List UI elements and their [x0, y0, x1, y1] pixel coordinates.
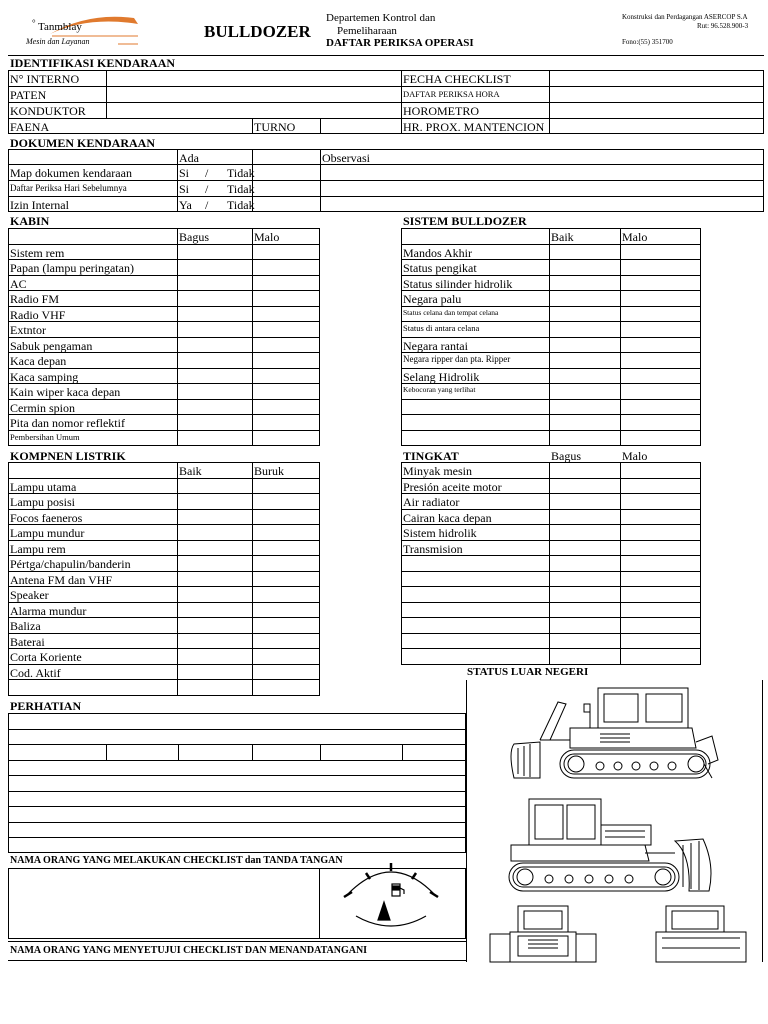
approved-by-label: NAMA ORANG YANG MENYETUJUI CHECKLIST DAN MENANDATANGANI [10, 945, 368, 956]
company-name: Konstruksi dan Perdagangan ASERCOP S.A [622, 13, 748, 21]
identification-title: IDENTIFIKASI KENDARAAN [10, 56, 176, 70]
option-separator: / [205, 166, 209, 180]
logo-name: Tanmblay [38, 21, 82, 33]
next-maintenance-input[interactable] [550, 119, 763, 133]
bulldozer-system-good-checkbox[interactable] [550, 353, 619, 367]
fuel-gauge-icon [336, 856, 446, 930]
bulldozer-system-item-label: Status celana dan tempat celana [403, 307, 499, 317]
cabin-col-good: Bagus [179, 230, 209, 244]
checklist-time-input[interactable] [550, 87, 763, 102]
electrical-bad-checkbox[interactable] [253, 494, 319, 508]
electrical-item-label: Antena FM dan VHF [10, 572, 113, 587]
electrical-good-checkbox[interactable] [178, 603, 251, 617]
bulldozer-system-bad-checkbox[interactable] [621, 384, 700, 398]
electrical-bad-checkbox[interactable] [253, 587, 319, 601]
bulldozer-system-bad-checkbox[interactable] [621, 353, 700, 367]
field-internal-number: N° INTERNO [10, 72, 80, 86]
document-vehicle-folder: Map dokumen kendaraan [10, 166, 132, 180]
field-shift: TURNO [254, 120, 296, 134]
levels-bad-checkbox[interactable] [621, 541, 700, 555]
electrical-good-checkbox[interactable] [178, 510, 251, 524]
electrical-good-checkbox[interactable] [178, 479, 251, 493]
option-yes[interactable]: Si [179, 182, 190, 196]
cabin-col-bad: Malo [254, 230, 280, 244]
bulldozer-system-good-checkbox[interactable] [550, 369, 619, 383]
remarks-title: PERHATIAN [10, 699, 82, 713]
electrical-good-checkbox[interactable] [178, 634, 251, 648]
levels-bad-checkbox[interactable] [621, 510, 700, 524]
electrical-good-checkbox[interactable] [178, 649, 251, 663]
bulldozer-system-item-label: Selang Hidrolik [403, 369, 480, 384]
electrical-item-label: Corta Koriente [10, 650, 82, 664]
checklist-date-input[interactable] [550, 71, 763, 86]
levels-good-checkbox[interactable] [550, 463, 619, 477]
levels-good-checkbox[interactable] [550, 479, 619, 493]
documents-col-notes: Observasi [322, 151, 370, 165]
bulldozer-system-bad-checkbox[interactable] [621, 260, 700, 274]
levels-item-label: Presión aceite motor [403, 479, 502, 494]
performed-by-signature-field[interactable] [9, 869, 318, 938]
levels-item-label: Sistem hidrolik [403, 526, 477, 540]
field-hour-meter: HOROMETRO [403, 104, 480, 118]
levels-bad-checkbox[interactable] [621, 494, 700, 508]
levels-item-label: Minyak mesin [403, 464, 472, 478]
hour-meter-input[interactable] [550, 103, 763, 118]
electrical-bad-checkbox[interactable] [253, 510, 319, 524]
electrical-item-label: Baterai [10, 634, 45, 649]
levels-item-label: Transmision [403, 541, 463, 556]
cabin-bad-checkbox[interactable] [253, 322, 319, 336]
bulldozer-system-good-checkbox[interactable] [550, 260, 619, 274]
field-site: FAENA [10, 120, 50, 134]
cabin-bad-checkbox[interactable] [253, 245, 319, 259]
company-rut: Rut: 96.528.900-3 [697, 22, 749, 30]
documents-title: DOKUMEN KENDARAAN [10, 136, 155, 150]
option-yes[interactable]: Si [179, 166, 190, 180]
electrical-bad-checkbox[interactable] [253, 572, 319, 586]
document-internal-permit: Izin Internal [10, 198, 69, 212]
cabin-good-checkbox[interactable] [178, 400, 251, 414]
levels-bad-checkbox[interactable] [621, 463, 700, 477]
field-driver: KONDUKTOR [10, 104, 86, 118]
electrical-bad-checkbox[interactable] [253, 603, 319, 617]
performed-by-label: NAMA ORANG YANG MELAKUKAN CHECKLIST dan TANDA TANGAN [10, 855, 343, 866]
cabin-item-label: Pembersihan Umum [10, 431, 80, 442]
levels-good-checkbox[interactable] [550, 541, 619, 555]
bulldozer-system-bad-checkbox[interactable] [621, 307, 700, 321]
logo-mark: ° [32, 18, 36, 28]
bulldozer-system-bad-checkbox[interactable] [621, 369, 700, 383]
cabin-bad-checkbox[interactable] [253, 400, 319, 414]
bulldozer-system-bad-checkbox[interactable] [621, 338, 700, 352]
bulldozer-system-good-checkbox[interactable] [550, 322, 619, 336]
levels-bad-checkbox[interactable] [621, 479, 700, 493]
bulldozer-system-good-checkbox[interactable] [550, 384, 619, 398]
electrical-bad-checkbox[interactable] [253, 525, 319, 539]
levels-title: TINGKAT [403, 449, 459, 463]
cabin-item-label: Extntor [10, 323, 46, 337]
cabin-item-label: Sistem rem [10, 245, 65, 260]
electrical-item-label: Baliza [10, 619, 41, 633]
cabin-item-label: Papan (lampu peringatan) [10, 261, 134, 275]
company-phone: Fono:(55) 351700 [622, 38, 673, 46]
bulldozer-system-bad-checkbox[interactable] [621, 245, 700, 259]
electrical-item-label: Alarma mundur [10, 603, 87, 618]
bulldozer-system-bad-checkbox[interactable] [621, 276, 700, 290]
cabin-good-checkbox[interactable] [178, 369, 251, 383]
option-separator: / [205, 182, 209, 196]
cabin-item-label: Radio VHF [10, 307, 66, 322]
electrical-col-bad: Buruk [254, 464, 284, 478]
bulldozer-system-item-label: Status silinder hidrolik [403, 276, 513, 291]
cabin-item-label: Kaca samping [10, 369, 79, 384]
bulldozer-rear-view-icon [652, 904, 762, 962]
electrical-bad-checkbox[interactable] [253, 634, 319, 648]
option-no[interactable]: Tidak [227, 182, 255, 196]
bulldozer-system-col-good: Baik [551, 230, 574, 244]
cabin-good-checkbox[interactable] [178, 276, 251, 290]
bulldozer-system-item-label: Negara ripper dan pta. Ripper [403, 354, 511, 364]
field-next-maintenance: HR. PROX. MANTENCION [403, 120, 545, 134]
cabin-bad-checkbox[interactable] [253, 369, 319, 383]
bulldozer-system-item-label: Mandos Akhir [403, 245, 472, 260]
bulldozer-system-good-checkbox[interactable] [550, 307, 619, 321]
bulldozer-system-good-checkbox[interactable] [550, 276, 619, 290]
bulldozer-system-item-label: Kebocoran yang terlihat [403, 385, 476, 394]
bulldozer-system-title: SISTEM BULLDOZER [403, 214, 527, 228]
cabin-item-label: Kaca depan [10, 354, 67, 368]
internal-number-input[interactable] [107, 71, 400, 86]
form-subtitle: DAFTAR PERIKSA OPERASI [326, 37, 474, 49]
levels-good-checkbox[interactable] [550, 494, 619, 508]
electrical-col-good: Baik [179, 464, 202, 478]
electrical-item-label: Lampu rem [10, 541, 66, 556]
documents-col-present: Ada [179, 151, 199, 165]
cabin-bad-checkbox[interactable] [253, 384, 319, 398]
electrical-good-checkbox[interactable] [178, 525, 251, 539]
cabin-item-label: AC [10, 276, 27, 291]
levels-good-checkbox[interactable] [550, 525, 619, 539]
electrical-item-label: Pértga/chapulin/banderin [10, 557, 131, 571]
electrical-title: KOMPNEN LISTRIK [10, 449, 126, 463]
option-yes[interactable]: Ya [179, 198, 192, 212]
electrical-good-checkbox[interactable] [178, 618, 251, 632]
cabin-item-label: Sabuk pengaman [10, 338, 93, 353]
bulldozer-system-good-checkbox[interactable] [550, 245, 619, 259]
form-title: BULLDOZER [204, 22, 311, 41]
bulldozer-system-bad-checkbox[interactable] [621, 291, 700, 305]
bulldozer-system-good-checkbox[interactable] [550, 338, 619, 352]
cabin-good-checkbox[interactable] [178, 245, 251, 259]
cabin-item-label: Kain wiper kaca depan [10, 385, 121, 399]
cabin-good-checkbox[interactable] [178, 431, 251, 445]
cabin-item-label: Cermin spion [10, 400, 75, 415]
bulldozer-system-col-bad: Malo [622, 230, 648, 244]
electrical-item-label: Focos faeneros [10, 510, 83, 525]
field-checklist-date: FECHA CHECKLIST [403, 72, 511, 86]
bulldozer-system-item-label: Negara rantai [403, 338, 468, 353]
electrical-item-label: Lampu posisi [10, 495, 75, 509]
bulldozer-front-view-icon [488, 904, 598, 962]
cabin-item-label: Radio FM [10, 292, 60, 306]
exterior-title: STATUS LUAR NEGERI [467, 666, 589, 678]
levels-item-label: Air radiator [403, 495, 460, 509]
cabin-good-checkbox[interactable] [178, 384, 251, 398]
department-line-1: Departemen Kontrol dan [326, 12, 436, 24]
option-separator: / [205, 198, 209, 212]
bulldozer-side-view-alt-icon [505, 795, 720, 895]
bulldozer-system-item-label: Status di antara celana [403, 323, 480, 333]
bulldozer-system-item-label: Status pengikat [403, 261, 477, 275]
electrical-bad-checkbox[interactable] [253, 649, 319, 663]
bulldozer-system-bad-checkbox[interactable] [621, 322, 700, 336]
levels-good-checkbox[interactable] [550, 510, 619, 524]
electrical-item-label: Cod. Aktif [10, 665, 61, 680]
cabin-bad-checkbox[interactable] [253, 260, 319, 274]
electrical-item-label: Lampu mundur [10, 526, 85, 540]
cabin-bad-checkbox[interactable] [253, 338, 319, 352]
driver-input[interactable] [107, 103, 400, 118]
electrical-bad-checkbox[interactable] [253, 479, 319, 493]
field-checklist-time: DAFTAR PERIKSA HORA [403, 89, 500, 99]
bulldozer-system-item-label: Negara palu [403, 292, 462, 306]
electrical-bad-checkbox[interactable] [253, 665, 319, 679]
document-previous-checklist: Daftar Periksa Hari Sebelumnya [10, 183, 127, 193]
cabin-good-checkbox[interactable] [178, 353, 251, 367]
electrical-bad-checkbox[interactable] [253, 541, 319, 555]
electrical-good-checkbox[interactable] [178, 541, 251, 555]
bulldozer-side-view-icon [500, 682, 720, 782]
bulldozer-system-good-checkbox[interactable] [550, 291, 619, 305]
cabin-good-checkbox[interactable] [178, 291, 251, 305]
plate-input[interactable] [107, 87, 400, 102]
electrical-bad-checkbox[interactable] [253, 556, 319, 570]
cabin-item-label: Pita dan nomor reflektif [10, 416, 125, 430]
cabin-bad-checkbox[interactable] [253, 353, 319, 367]
cabin-bad-checkbox[interactable] [253, 415, 319, 429]
cabin-good-checkbox[interactable] [178, 338, 251, 352]
electrical-item-label: Lampu utama [10, 479, 77, 494]
cabin-good-checkbox[interactable] [178, 260, 251, 274]
remarks-input[interactable] [9, 714, 465, 852]
cabin-bad-checkbox[interactable] [253, 291, 319, 305]
cabin-good-checkbox[interactable] [178, 307, 251, 321]
electrical-bad-checkbox[interactable] [253, 618, 319, 632]
electrical-good-checkbox[interactable] [178, 494, 251, 508]
electrical-good-checkbox[interactable] [178, 587, 251, 601]
levels-bad-checkbox[interactable] [621, 525, 700, 539]
cabin-title: KABIN [10, 214, 50, 228]
electrical-good-checkbox[interactable] [178, 665, 251, 679]
logo-tagline: Mesin dan Layanan [26, 37, 90, 46]
option-no[interactable]: Tidak [227, 198, 255, 212]
field-plate: PATEN [10, 88, 47, 102]
cabin-good-checkbox[interactable] [178, 415, 251, 429]
levels-col-good: Bagus [551, 449, 581, 463]
cabin-bad-checkbox[interactable] [253, 307, 319, 321]
department-line-2: Pemeliharaan [337, 25, 397, 37]
cabin-good-checkbox[interactable] [178, 322, 251, 336]
option-no[interactable]: Tidak [227, 166, 255, 180]
cabin-bad-checkbox[interactable] [253, 276, 319, 290]
electrical-good-checkbox[interactable] [178, 572, 251, 586]
cabin-bad-checkbox[interactable] [253, 431, 319, 445]
electrical-good-checkbox[interactable] [178, 556, 251, 570]
levels-item-label: Cairan kaca depan [403, 510, 492, 525]
levels-col-bad: Malo [622, 449, 648, 463]
electrical-item-label: Speaker [10, 588, 49, 602]
